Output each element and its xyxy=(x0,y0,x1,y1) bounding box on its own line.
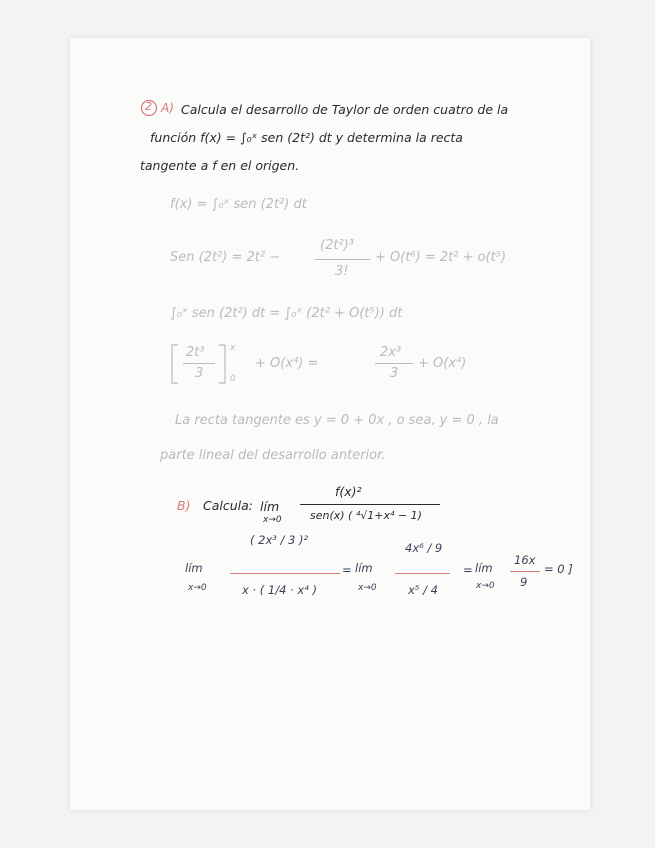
statement-line-1: Calcula el desarrollo de Taylor de orden cuatro de la xyxy=(181,102,509,117)
bracket-lower-limit: 0 xyxy=(230,374,236,384)
step-lim-1: lím xyxy=(185,561,203,575)
conclusion-line-2: parte lineal del desarrollo anterior. xyxy=(160,448,386,463)
work-line-4-den2: 3 xyxy=(390,366,399,381)
work-line-3: ∫₀ˣ sen (2t²) dt = ∫₀ˣ (2t² + O(t⁵)) dt xyxy=(170,306,403,321)
conclusion-line-1: La recta tangente es y = 0 + 0x , o sea, y = 0 , la xyxy=(175,413,499,428)
step2-denominator: x⁵ / 4 xyxy=(408,583,438,597)
fraction-bar xyxy=(510,571,540,572)
part-b-numerator: f(x)² xyxy=(335,484,362,499)
part-b-label: B) xyxy=(177,498,191,513)
step-eq-2: = xyxy=(463,563,473,577)
paper-sheet xyxy=(70,38,590,810)
work-line-2-den: 3! xyxy=(335,264,349,279)
fraction-bar xyxy=(300,504,440,505)
work-line-4-num2: 2x³ xyxy=(380,345,402,360)
step-lim-3: lím xyxy=(475,561,493,575)
work-line-4-num: 2t³ xyxy=(186,345,205,360)
work-line-4-mid: + O(x⁴) = xyxy=(255,356,319,371)
step-lim-3-sub: x→0 xyxy=(476,581,495,591)
part-b-lim-sub: x→0 xyxy=(263,515,282,525)
fraction-bar xyxy=(375,363,413,364)
step1-numerator: ( 2x³ / 3 )² xyxy=(250,533,309,547)
work-line-2-rhs: + O(t⁶) = 2t² + o(t⁵) xyxy=(375,250,507,265)
part-b-lim: lím xyxy=(260,499,280,514)
work-line-4-end: + O(x⁴) xyxy=(418,356,467,371)
work-line-4-den: 3 xyxy=(195,366,204,381)
step-lim-2-sub: x→0 xyxy=(358,583,377,593)
fraction-bar xyxy=(395,573,450,574)
fraction-bar xyxy=(230,573,340,574)
statement-line-2: función f(x) = ∫₀ˣ sen (2t²) dt y determina la recta xyxy=(150,130,463,145)
step1-denominator: x · ( 1/4 · x⁴ ) xyxy=(242,583,317,597)
part-a-label: A) xyxy=(161,101,174,115)
problem-number: 2 xyxy=(145,100,152,113)
bracket-close xyxy=(217,343,227,385)
bracket-open xyxy=(170,343,180,385)
work-line-2-num: (2t²)³ xyxy=(320,238,354,253)
step-lim-1-sub: x→0 xyxy=(188,583,207,593)
statement-line-3: tangente a f en el origen. xyxy=(140,158,300,173)
step2-numerator: 4x⁶ / 9 xyxy=(405,541,443,555)
step-lim-2: lím xyxy=(355,561,373,575)
bracket-upper-limit: x xyxy=(230,343,236,353)
part-b-denominator: sen(x) ( ⁴√1+x⁴ − 1) xyxy=(310,509,422,522)
fraction-bar xyxy=(183,363,215,364)
step3-denominator: 9 xyxy=(520,575,528,589)
final-result: = 0 ] xyxy=(544,562,573,576)
part-b-prompt: Calcula: xyxy=(203,498,253,513)
step-eq-1: = xyxy=(342,563,352,577)
fraction-bar xyxy=(315,259,370,260)
work-line-2-lhs: Sen (2t²) = 2t² − xyxy=(170,250,281,265)
step3-numerator: 16x xyxy=(514,553,536,567)
work-line-1: f(x) = ∫₀ˣ sen (2t²) dt xyxy=(170,197,307,212)
